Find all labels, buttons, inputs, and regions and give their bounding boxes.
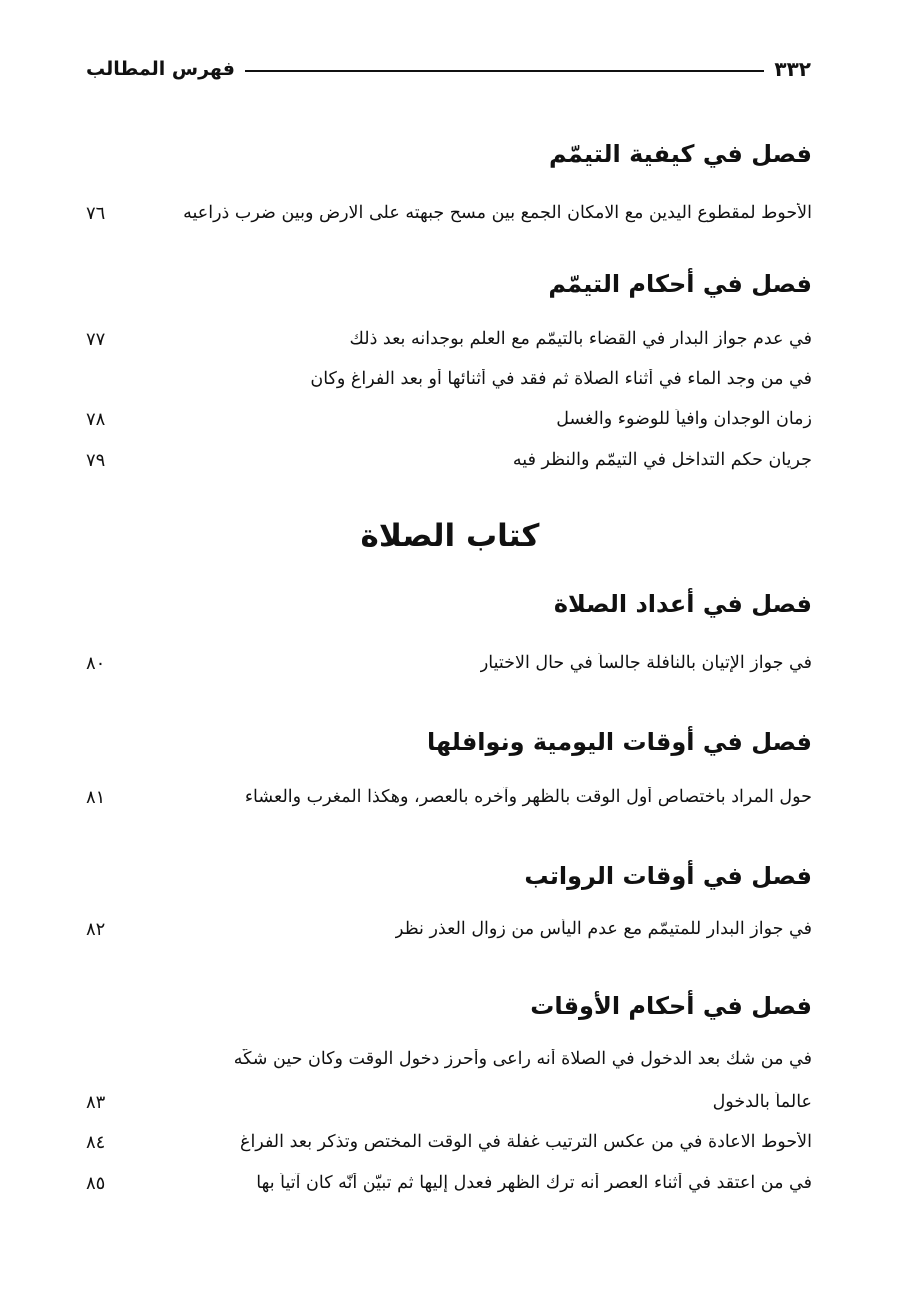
entry-text: جريان حكم التداخل في التيمّم والنظر فيه <box>512 450 812 470</box>
entry-text: في من شك بعد الدخول في الصلاة أنه راعى وأحرز دخول الوقت وكان حين شكّه <box>233 1049 812 1069</box>
section-heading-rawatib-times: فصل في أوقات الرواتب <box>524 862 812 890</box>
section-heading-tayammum-manner: فصل في كيفية التيمّم <box>549 140 812 168</box>
toc-entry <box>86 646 812 680</box>
entry-page-number: ٧٩ <box>86 449 106 471</box>
entry-page-number: ٨٤ <box>86 1131 106 1153</box>
entry-page-number: ٨٠ <box>86 652 106 674</box>
toc-entry <box>86 1166 812 1200</box>
toc-entry <box>86 1085 812 1119</box>
entry-text: عالماً بالدخول <box>712 1092 812 1112</box>
running-title: فهرس المطالب <box>86 58 235 80</box>
toc-entry <box>86 912 812 946</box>
entry-page-number: ٨٥ <box>86 1172 106 1194</box>
book-title: كتاب الصلاة <box>360 518 540 554</box>
entry-text: زمان الوجدان وافياً للوضوء والغسل <box>556 409 812 429</box>
entry-page-number: ٨١ <box>86 786 106 808</box>
entry-text: في عدم جواز البدار في القضاء بالتيمّم مع العلم بوجدانه بعد ذلك <box>349 329 812 349</box>
section-heading-daily-times: فصل في أوقات اليومية ونوافلها <box>426 728 812 756</box>
section-heading-times-rulings: فصل في أحكام الأوقات <box>530 992 812 1020</box>
section-heading-prayer-counts: فصل في أعداد الصلاة <box>553 590 812 618</box>
entry-page-number: ٧٨ <box>86 408 106 430</box>
entry-text: في جواز البدار للمتيمّم مع عدم اليأس من زوال العذر نظر <box>395 919 812 939</box>
entry-page-number: ٨٣ <box>86 1091 106 1113</box>
toc-entry <box>86 402 812 436</box>
toc-entry <box>86 1125 812 1159</box>
running-header <box>86 52 811 86</box>
toc-entry <box>86 322 812 356</box>
toc-entry <box>86 362 812 396</box>
toc-entry <box>86 443 812 477</box>
entry-text: في من اعتقد في أثناء العصر أنه ترك الظهر فعدل إليها ثم تبيّن أنّه كان آتياً بها <box>256 1173 812 1193</box>
section-heading-tayammum-rulings: فصل في أحكام التيمّم <box>548 270 812 298</box>
entry-page-number: ٨٢ <box>86 918 106 940</box>
toc-entry <box>86 1042 812 1076</box>
entry-text: الأحوط الاعادة في من عكس الترتيب غفلة في الوقت المختص وتذكر بعد الفراغ <box>240 1132 812 1152</box>
entry-text: حول المراد باختصاص أول الوقت بالظهر وآخره بالعصر، وهكذا المغرب والعشاء <box>244 787 812 807</box>
entry-text: في من وجد الماء في أثناء الصلاة ثم فقد في أثنائها أو بعد الفراغ وكان <box>310 369 812 389</box>
page-number: ٣٣٢ <box>774 57 811 81</box>
entry-text: في جواز الإتيان بالنافلة جالساً في حال الاختيار <box>479 653 812 673</box>
entry-text: الأحوط لمقطوع اليدين مع الامكان الجمع بين مسح جبهته على الارض وبين ضرب ذراعيه <box>183 203 812 223</box>
entry-page-number: ٧٧ <box>86 328 106 350</box>
entry-page-number: ٧٦ <box>86 202 106 224</box>
header-rule <box>245 70 764 72</box>
toc-entry <box>86 780 812 814</box>
toc-entry <box>86 196 812 230</box>
